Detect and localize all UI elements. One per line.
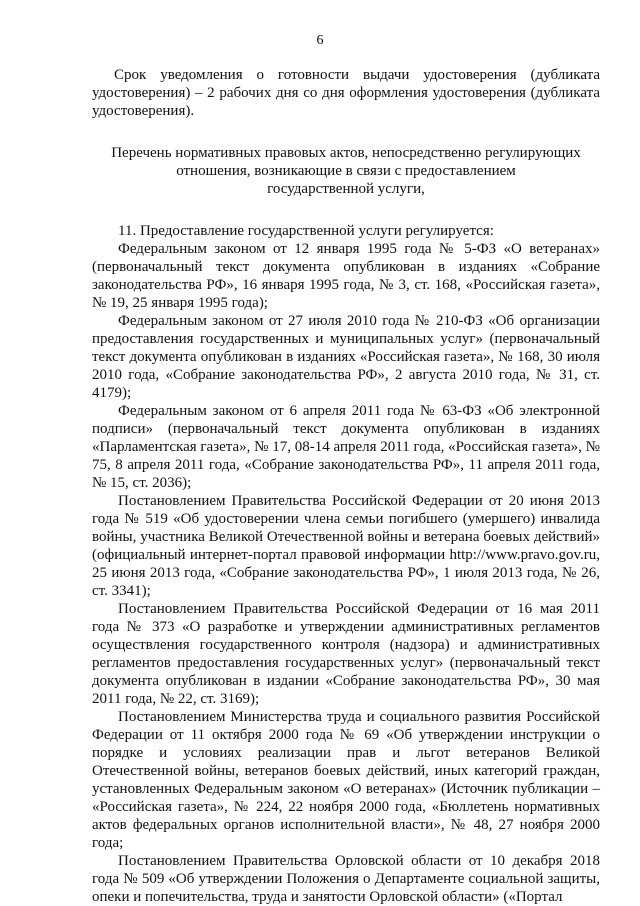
legal-act-item: Постановлением Правительства Орловской области от 10 декабря 2018 года № 509 «Об утверждении Положения о Департаменте социальной защиты, опеки и попечительства, труда и занятости Орловской области» («Портал: [92, 853, 600, 905]
heading-line: отношения, возникающие в связи с предоставлением: [176, 163, 516, 179]
legal-act-item: Федеральным законом от 6 апреля 2011 года № 63-ФЗ «Об электронной подписи» (первоначальный текст документа опубликован в изданиях «Парламентская газета», № 17, 08-14 апреля 2011 года, «Российская газета», № 75, 8 апреля 2011 года, «Собрание законодательства РФ», 11 апреля 2011 года, № 15, ст. 2036);: [92, 403, 600, 491]
legal-act-item: Федеральным законом от 12 января 1995 года № 5-ФЗ «О ветеранах» (первоначальный текст документа опубликован в изданиях «Собрание законодательства РФ», 16 января 1995 года, № 3, ст. 168, «Российская газета», № 19, 25 января 1995 года);: [92, 241, 600, 311]
list-intro: 11. Предоставление государственной услуги регулируется:: [118, 223, 494, 239]
page-number: 6: [316, 33, 324, 48]
heading-line: Перечень нормативных правовых актов, непосредственно регулирующих: [111, 145, 581, 161]
heading-line: государственной услуги,: [267, 181, 425, 197]
legal-act-item: Федеральным законом от 27 июля 2010 года № 210-ФЗ «Об организации предоставления государственных и муниципальных услуг» (первоначальный текст документа опубликован в изданиях «Российская газета», № 168, 30 июля 2010 года, «Собрание законодательства РФ», 2 августа 2010 года, № 31, ст. 4179);: [92, 313, 600, 401]
legal-act-item: Постановлением Министерства труда и социального развития Российской Федерации от 11 октября 2000 года № 69 «Об утверждении инструкции о порядке и условиях реализации прав и льгот ветеранов Великой Отечественной войны, ветеранов боевых действий, иных категорий граждан, установленных Федеральным законом «О ветеранах» (Источник публикации – «Российская газета», № 224, 22 ноября 2000 года, «Бюллетень нормативных актов федеральных органов исполнительной власти», № 48, 27 ноября 2000 года;: [92, 709, 600, 851]
notice-paragraph: Срок уведомления о готовности выдачи удостоверения (дубликата удостоверения) – 2 рабочих дня со дня оформления удостоверения (дубликата удостоверения).: [92, 67, 600, 119]
legal-acts-list: [92, 240, 600, 906]
legal-act-item: Постановлением Правительства Российской Федерации от 20 июня 2013 года № 519 «Об удостоверении члена семьи погибшего (умершего) инвалида войны, участника Великой Отечественной войны и ветерана боевых действий» (официальный интернет-портал правовой информации http://www.pravo.gov.ru, 25 июня 2013 года, «Собрание законодательства РФ», 1 июля 2013 года, № 26, ст. 3341);: [92, 493, 600, 599]
section-heading: [92, 144, 600, 198]
legal-act-item: Постановлением Правительства Российской Федерации от 16 мая 2011 года № 373 «О разработке и утверждении административных регламентов осуществления государственного контроля (надзора) и административных регламентов предоставления государственных услуг» (первоначальный текст документа опубликован в издании «Собрание законодательства РФ», 30 мая 2011 года, № 22, ст. 3169);: [92, 601, 600, 707]
document-body: [92, 66, 600, 906]
